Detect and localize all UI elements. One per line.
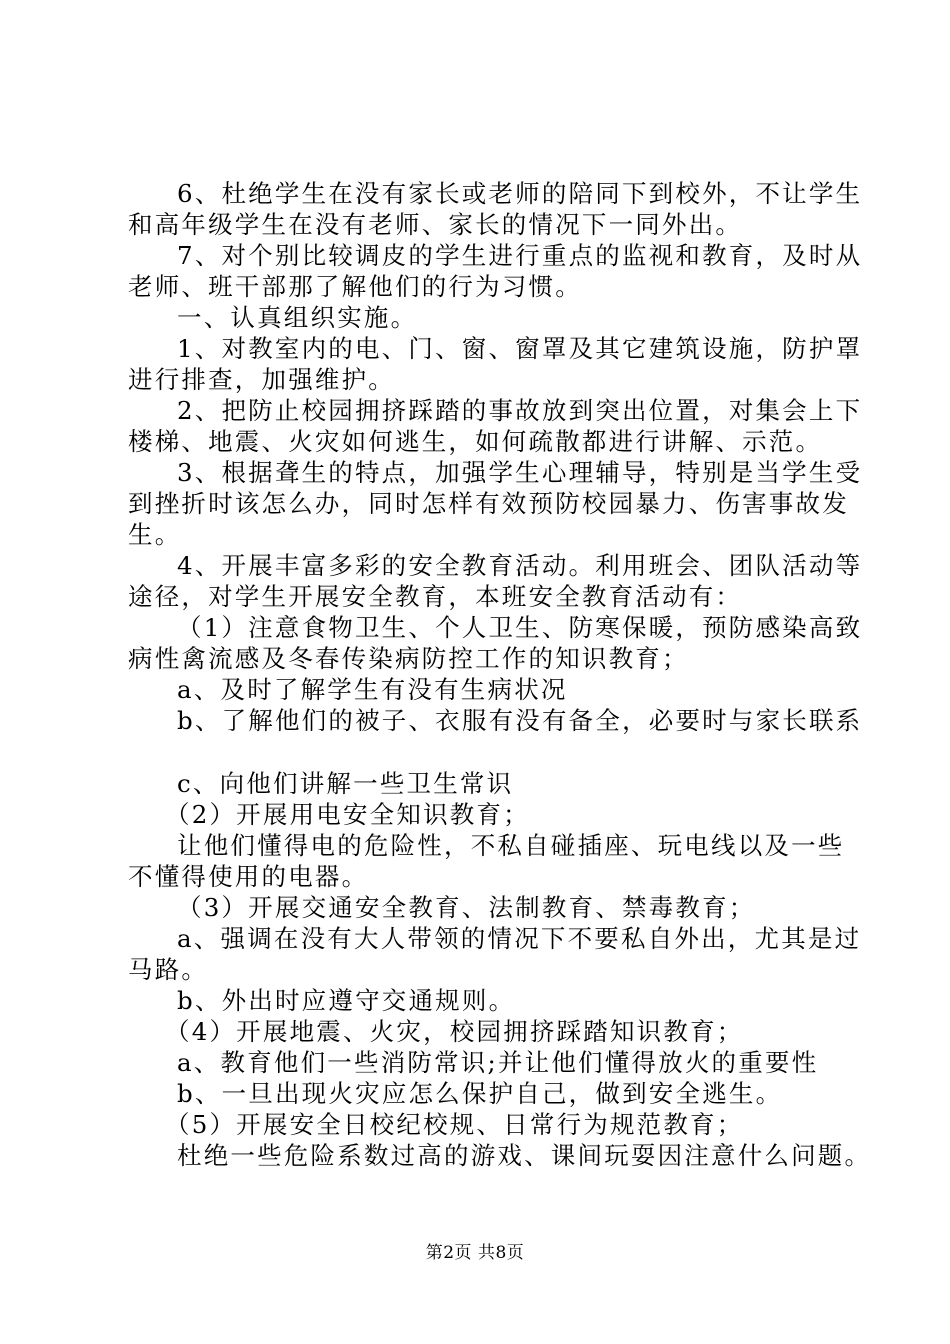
- paragraph-line: 病性禽流感及冬春传染病防控工作的知识教育；: [128, 644, 689, 673]
- paragraph-line: （1）注意食物卫生、个人卫生、防寒保暖，预防感染高致: [177, 613, 863, 642]
- paragraph-line: 3、根据聋生的特点，加强学生心理辅导，特别是当学生受: [177, 458, 863, 487]
- list-item: b、了解他们的被子、衣服有没有备全，必要时与家长联系: [177, 706, 863, 735]
- page-footer: 第2页 共8页: [425, 1243, 525, 1263]
- paragraph-line: 不懂得使用的电器。: [128, 862, 369, 891]
- paragraph-line: 让他们懂得电的危险性，不私自碰插座、玩电线以及一些: [177, 831, 845, 860]
- paragraph-line: 进行排查，加强维护。: [128, 365, 395, 394]
- paragraph-line: （2）开展用电安全知识教育；: [165, 800, 530, 829]
- section-heading: 一、认真组织实施。: [177, 303, 418, 332]
- list-item: a、强调在没有大人带领的情况下不要私自外出，尤其是过: [177, 924, 862, 953]
- paragraph-line: 途径，对学生开展安全教育，本班安全教育活动有：: [128, 582, 743, 611]
- paragraph-line: 生。: [128, 520, 182, 549]
- list-item: c、向他们讲解一些卫生常识: [177, 769, 514, 798]
- paragraph-line: （3）开展交通安全教育、法制教育、禁毒教育；: [177, 893, 756, 922]
- list-item: b、一旦出现火灾应怎么保护自己，做到安全逃生。: [177, 1079, 783, 1108]
- paragraph-line: 老师、班干部那了解他们的行为习惯。: [128, 272, 582, 301]
- paragraph-line: 4、开展丰富多彩的安全教育活动。利用班会、团队活动等: [177, 551, 863, 580]
- paragraph-line: 马路。: [128, 955, 209, 984]
- paragraph-line: 杜绝一些危险系数过高的游戏、课间玩耍因注意什么问题。: [177, 1141, 872, 1170]
- list-item: a、教育他们一些消防常识;并让他们懂得放火的重要性: [177, 1048, 819, 1077]
- paragraph-line: 7、对个别比较调皮的学生进行重点的监视和教育，及时从: [177, 241, 863, 270]
- paragraph-line: 到挫折时该怎么办，同时怎样有效预防校园暴力、伤害事故发: [128, 489, 849, 518]
- list-item: a、及时了解学生有没有生病状况: [177, 675, 568, 704]
- list-item: b、外出时应遵守交通规则。: [177, 986, 516, 1015]
- paragraph-line: 6、杜绝学生在没有家长或老师的陪同下到校外，不让学生: [177, 179, 863, 208]
- paragraph-line: 1、对教室内的电、门、窗、窗罩及其它建筑设施，防护罩: [177, 334, 863, 363]
- paragraph-line: 楼梯、地震、火灾如何逃生，如何疏散都进行讲解、示范。: [128, 427, 823, 456]
- paragraph-line: 和高年级学生在没有老师、家长的情况下一同外出。: [128, 210, 743, 239]
- paragraph-line: 2、把防止校园拥挤踩踏的事故放到突出位置，对集会上下: [177, 396, 863, 425]
- paragraph-line: （4）开展地震、火灾，校园拥挤踩踏知识教育；: [165, 1017, 744, 1046]
- paragraph-line: （5）开展安全日校纪校规、日常行为规范教育；: [165, 1110, 744, 1139]
